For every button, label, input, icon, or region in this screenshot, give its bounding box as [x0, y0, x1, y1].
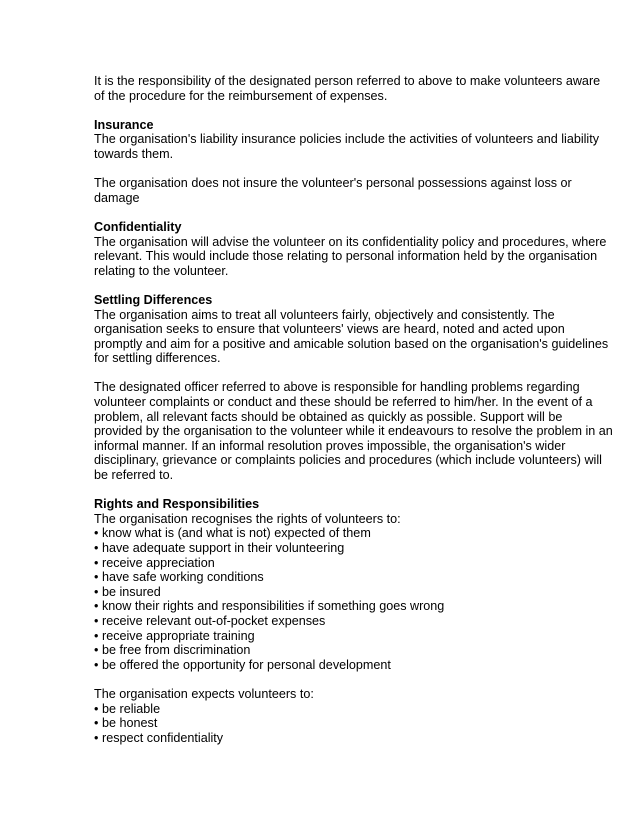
bullet-icon: •: [94, 730, 99, 745]
confidentiality-section: [94, 220, 614, 278]
list-item: • receive appropriate training: [94, 628, 255, 643]
bullet-icon: •: [94, 570, 99, 585]
confidentiality-paragraph: The organisation will advise the volunteer on its confidentiality policy and procedures, where relevant. This would include those relating to personal information held by the organisation relating to the volunteer.: [94, 234, 607, 278]
settling-paragraph-1: The organisation aims to treat all volunteers fairly, objectively and consistently. The organisation seeks to ensure that volunteers' views are heard, noted and acted upon promptly and aim for a positive and amicable solution based on the organisation's guidelines for settling differences.: [94, 307, 609, 366]
bullet-icon: •: [94, 716, 99, 731]
list-item: • know their rights and responsibilities if something goes wrong: [94, 599, 445, 614]
expects-section: [94, 687, 614, 745]
list-item: • be insured: [94, 584, 161, 599]
list-item: • have safe working conditions: [94, 570, 264, 585]
list-item: • be honest: [94, 716, 158, 731]
rights-section: [94, 497, 614, 672]
bullet-icon: •: [94, 628, 99, 643]
confidentiality-heading: Confidentiality: [94, 219, 182, 234]
bullet-icon: •: [94, 701, 99, 716]
rights-intro: The organisation recognises the rights of volunteers to:: [94, 511, 401, 526]
settling-paragraph-2: The designated officer referred to above is responsible for handling problems regarding volunteer complaints or conduct and these should be referred to him/her. In the event of a problem, all relevant facts should be obtained as quickly as possible. Support will be provided by the organisation to the volunteer while it endeavours to resolve the problem in an informal manner. If an informal resolution proves impossible, the organisation's wider disciplinary, grievance or complaints policies and procedures (which include volunteers) will be referred to.: [94, 380, 613, 483]
bullet-icon: •: [94, 599, 99, 614]
insurance-paragraph-2: The organisation does not insure the volunteer's personal possessions against loss or damage: [94, 176, 572, 205]
insurance-section: [94, 118, 614, 162]
document-page: [94, 74, 614, 760]
intro-paragraph: It is the responsibility of the designated person referred to above to make volunteers aware of the procedure for the reimbursement of expenses.: [94, 74, 601, 103]
list-item: • have adequate support in their volunteering: [94, 541, 345, 555]
list-item: • be reliable: [94, 701, 161, 716]
insurance-paragraph-1: The organisation's liability insurance policies include the activities of volunteers and liability towards them.: [94, 132, 600, 161]
list-item: • receive appreciation: [94, 555, 215, 570]
expects-list: [94, 702, 614, 746]
bullet-icon: •: [94, 555, 99, 570]
insurance-heading: Insurance: [94, 117, 154, 132]
list-item: • be free from discrimination: [94, 643, 251, 658]
bullet-icon: •: [94, 613, 99, 628]
bullet-icon: •: [94, 643, 99, 658]
list-item: • know what is (and what is not) expected of them: [94, 526, 371, 541]
expects-intro: The organisation expects volunteers to:: [94, 686, 314, 701]
settling-heading: Settling Differences: [94, 292, 213, 307]
settling-section: [94, 293, 614, 366]
rights-list: [94, 526, 614, 672]
bullet-icon: •: [94, 584, 99, 599]
list-item: • respect confidentiality: [94, 730, 224, 745]
rights-heading: Rights and Responsibilities: [94, 497, 260, 512]
list-item: • receive relevant out-of-pocket expenses: [94, 613, 326, 628]
bullet-icon: •: [94, 657, 99, 672]
bullet-icon: •: [94, 541, 99, 555]
list-item: • be offered the opportunity for personal development: [94, 657, 391, 672]
bullet-icon: •: [94, 526, 99, 541]
